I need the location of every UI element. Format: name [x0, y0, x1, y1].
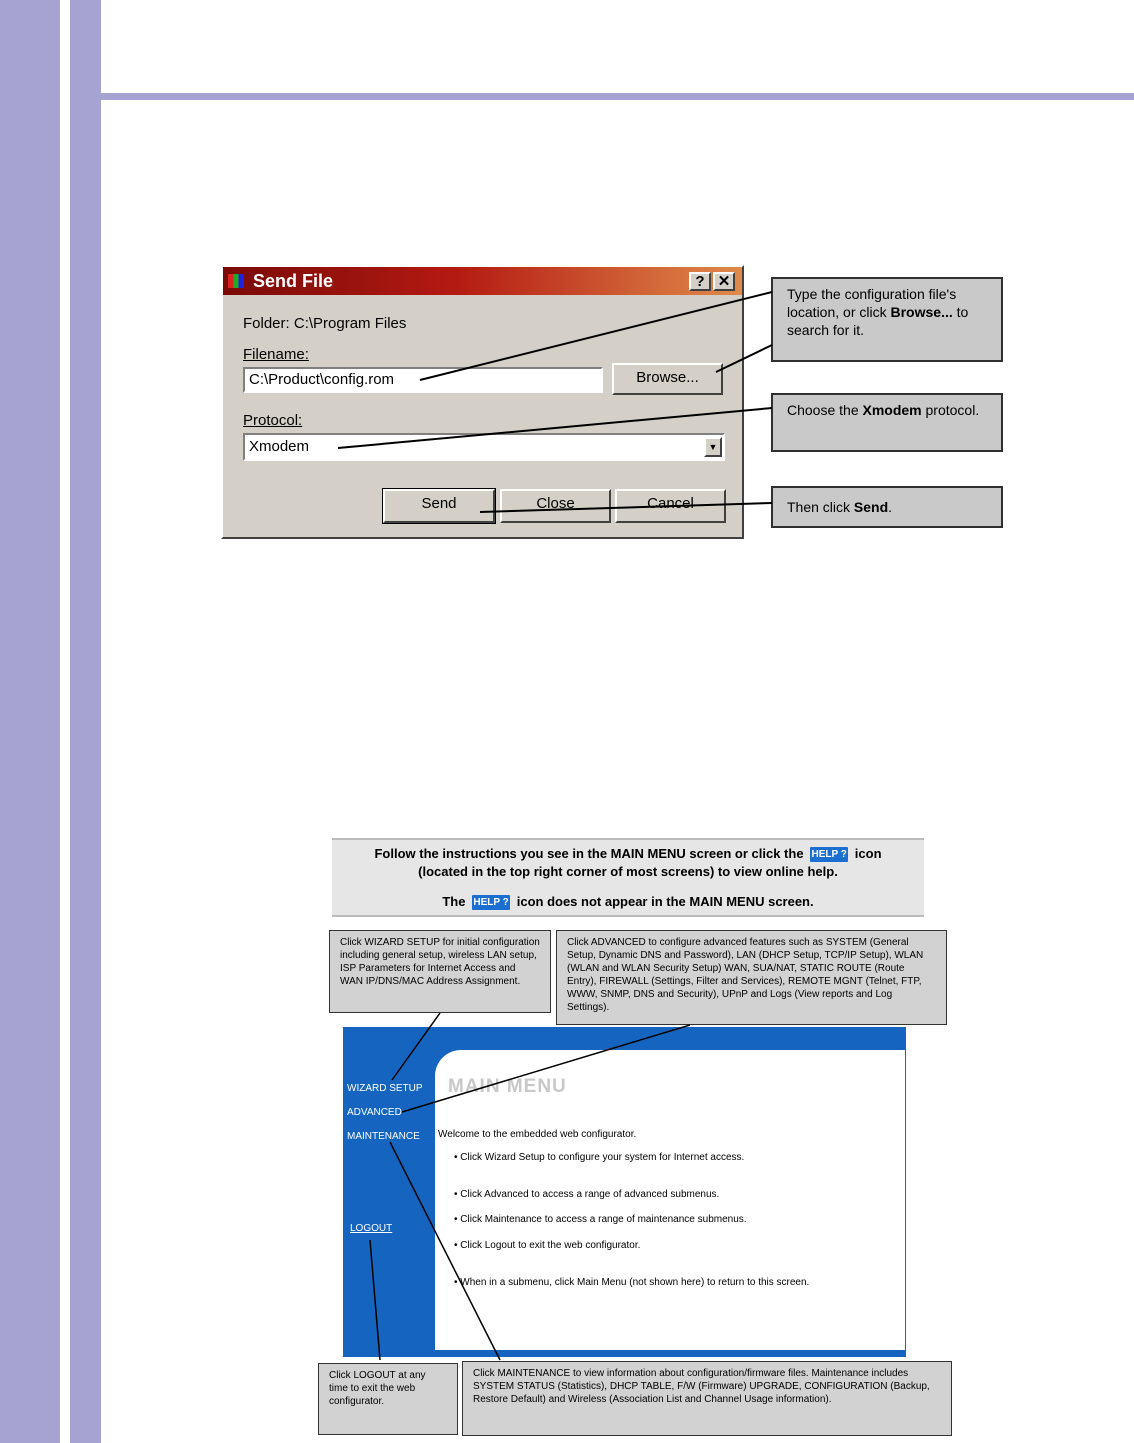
filename-label: Filename:	[243, 346, 309, 363]
callout-text: to search for it.	[787, 304, 969, 338]
dialog-title-bar[interactable]	[223, 267, 742, 295]
callout-protocol	[771, 393, 1003, 452]
chevron-down-icon[interactable]: ▼	[704, 437, 722, 457]
header-rule	[101, 93, 1134, 100]
filename-input[interactable]: C:\Product\config.rom	[243, 367, 603, 393]
banner-text: Follow the instructions you see in the MAIN MENU screen or click the	[374, 846, 804, 861]
callout-text: protocol.	[921, 402, 980, 418]
list-item: • Click Maintenance to access a range of maintenance submenus.	[454, 1214, 747, 1225]
folder-label	[243, 315, 406, 332]
callout-wizard-setup: Click WIZARD SETUP for initial configuration including general setup, wireless LAN setup, ISP Parameters for Internet Access and WAN IP/DNS/MAC Address Assignment.	[329, 930, 551, 1013]
close-icon[interactable]: ✕	[713, 272, 735, 291]
protocol-label: Protocol:	[243, 412, 303, 429]
folder-caption: Folder:	[243, 315, 290, 332]
send-file-dialog	[221, 265, 744, 539]
cancel-button[interactable]: Cancel	[615, 489, 726, 523]
callout-text: .	[888, 499, 893, 515]
help-icon: HELP ?	[811, 849, 847, 861]
nav-advanced[interactable]: ADVANCED	[347, 1107, 402, 1118]
callout-send	[771, 486, 1003, 528]
callout-bold: Send	[853, 499, 889, 515]
browse-button[interactable]: Browse...	[612, 363, 723, 395]
inner-margin-bar	[70, 0, 101, 1443]
nav-wizard-setup[interactable]: WIZARD SETUP	[347, 1083, 423, 1094]
send-button[interactable]: Send	[383, 489, 495, 523]
banner-line-3	[332, 893, 924, 911]
help-instructions-banner	[332, 838, 924, 917]
callout-filename	[771, 277, 1003, 362]
help-icon: HELP ?	[473, 897, 509, 909]
list-item: • Click Logout to exit the web configurator.	[454, 1240, 641, 1251]
callout-text: Choose the	[787, 402, 863, 418]
dialog-title: Send File	[253, 271, 334, 291]
protocol-select[interactable]	[243, 433, 725, 461]
app-icon	[228, 274, 244, 288]
callout-text: Then click	[787, 499, 854, 515]
nav-maintenance[interactable]: MAINTENANCE	[347, 1131, 420, 1142]
list-item: • Click Wizard Setup to configure your system for Internet access.	[454, 1152, 745, 1163]
callout-text: Type the configuration file's location, or click	[787, 286, 957, 320]
callout-bold: Xmodem	[862, 402, 922, 418]
protocol-value: Xmodem	[249, 438, 310, 455]
banner-line-2: (located in the top right corner of most screens) to view online help.	[418, 864, 838, 879]
welcome-text: Welcome to the embedded web configurator.	[438, 1129, 637, 1140]
callout-logout: Click LOGOUT at any time to exit the web configurator.	[318, 1363, 458, 1435]
main-menu-title: MAIN MENU	[448, 1076, 567, 1097]
folder-path: C:\Program Files	[293, 315, 407, 332]
list-item: • Click Advanced to access a range of advanced submenus.	[454, 1189, 720, 1200]
left-margin-bar	[0, 0, 60, 1443]
close-button[interactable]: Close	[500, 489, 611, 523]
list-item: • When in a submenu, click Main Menu (not shown here) to return to this screen.	[454, 1277, 810, 1288]
banner-text: The	[442, 894, 466, 909]
nav-logout[interactable]: LOGOUT	[350, 1223, 393, 1234]
help-button[interactable]: ?	[689, 272, 711, 291]
callout-bold: Browse...	[890, 304, 953, 320]
callout-advanced: Click ADVANCED to configure advanced features such as SYSTEM (General Setup, Dynamic DNS and Password), LAN (DHCP Setup, TCP/IP Setup), WLAN (WLAN and WLAN Security Setup) WAN, SUA/NAT, STATIC ROUTE (Route Entry), FIREWALL (Settings, Filter and Services), REMOTE MGNT (Telnet, FTP, WWW, SNMP, DNS and Security), UPnP and Logs (View reports and Log Settings).	[556, 930, 947, 1025]
banner-text: icon	[854, 846, 882, 861]
banner-line-1	[332, 845, 924, 863]
banner-text: icon does not appear in the MAIN MENU screen.	[516, 894, 814, 909]
callout-maintenance: Click MAINTENANCE to view information about configuration/firmware files. Maintenance includes SYSTEM STATUS (Statistics), DHCP TABLE, F/W (Firmware) UPGRADE, CONFIGURATION (Backup, Restore Default) and Wireless (Association List and Channel Usage information).	[462, 1361, 952, 1436]
